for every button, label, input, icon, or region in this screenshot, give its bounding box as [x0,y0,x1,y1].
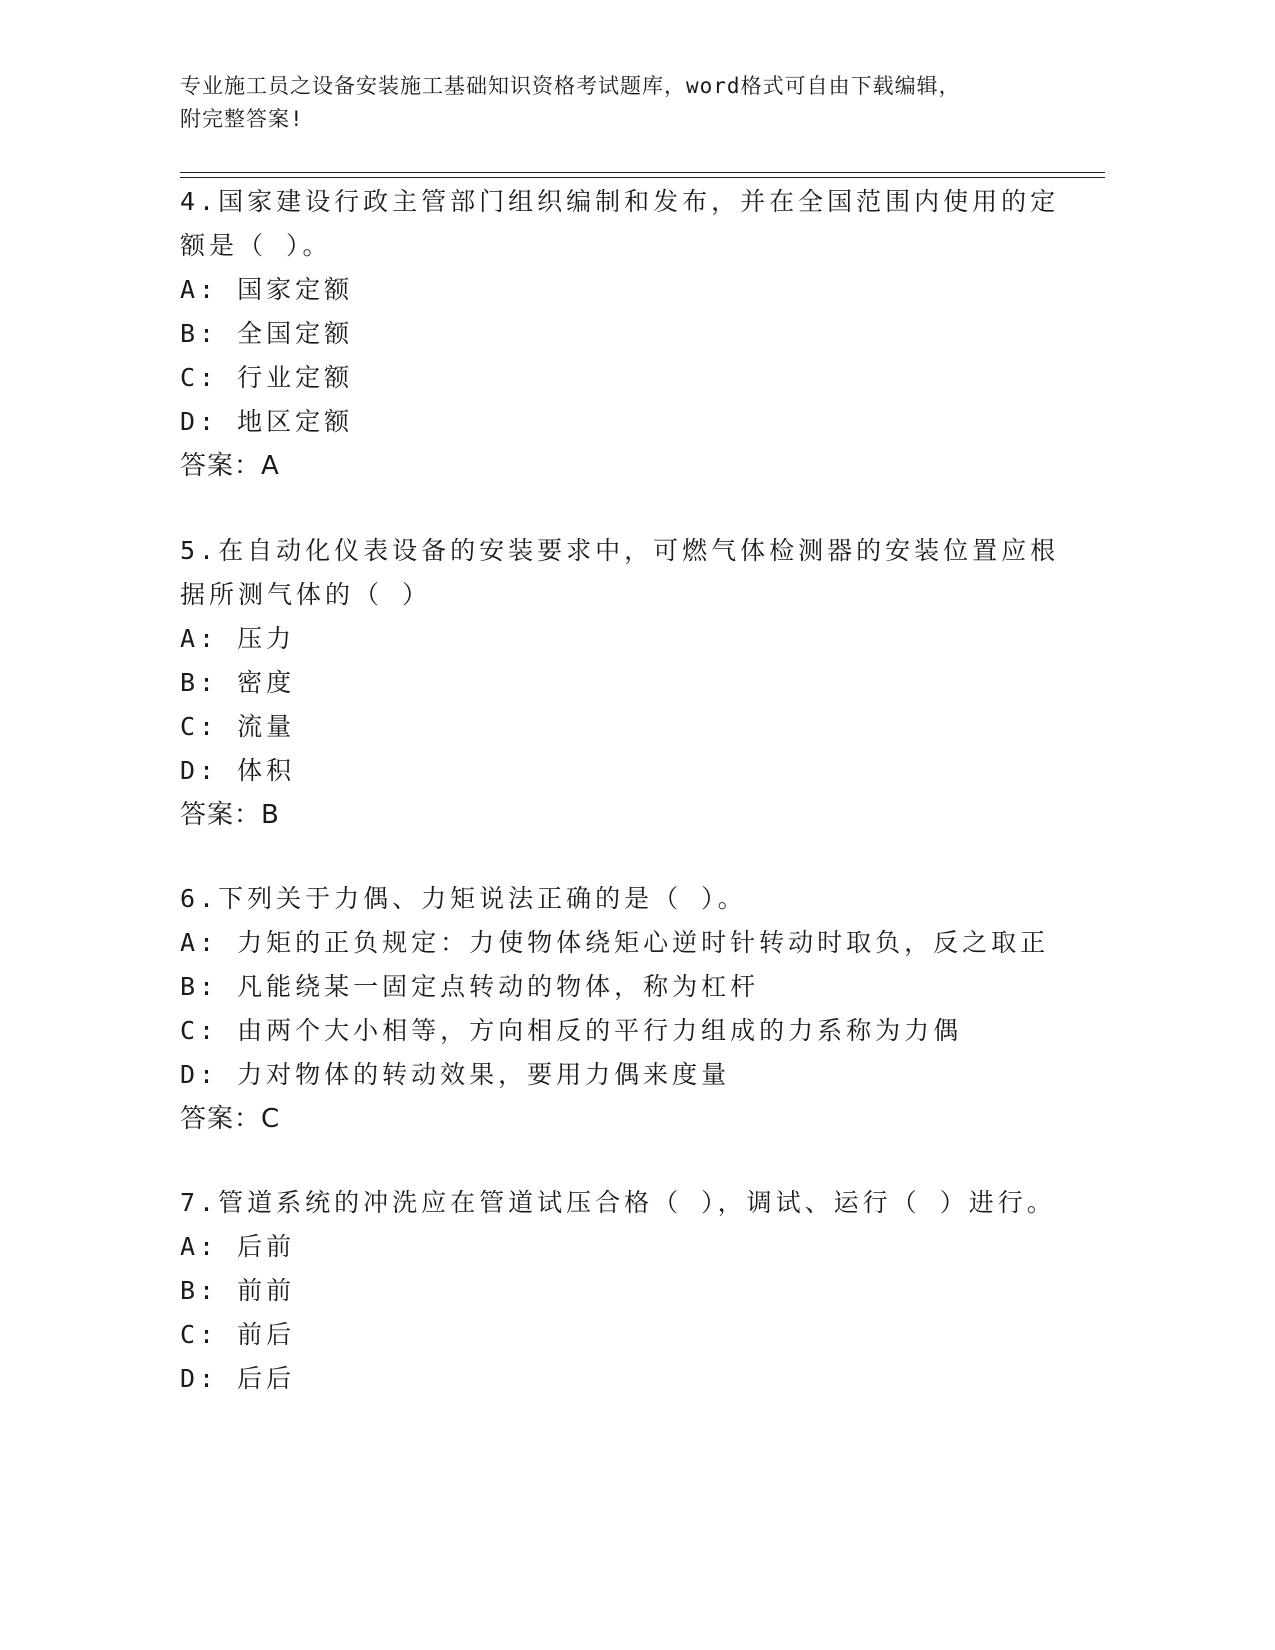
question-4 [180,180,1060,488]
option-a: A: 力矩的正负规定：力使物体绕矩心逆时针转动时取负，反之取正 [180,928,1050,957]
answer-line: 答案：B [180,800,280,830]
option-a: A: 国家定额 [180,275,354,304]
option-d: D: 体积 [180,756,296,785]
option-a: A: 后前 [180,1232,296,1261]
option-b: B: 前前 [180,1276,296,1305]
answer-line: 答案：C [180,1104,281,1134]
option-c: C: 前后 [180,1320,296,1349]
question-stem: 4.国家建设行政主管部门组织编制和发布，并在全国范围内使用的定 [180,187,1060,216]
question-stem-continued: 额是（ ）。 [180,231,332,260]
header-divider-bottom [180,177,1105,178]
question-5 [180,529,1060,837]
question-stem: 6.下列关于力偶、力矩说法正确的是（ ）。 [180,884,747,913]
question-stem: 7.管道系统的冲洗应在管道试压合格（ ），调试、运行（ ）进行。 [180,1188,1056,1217]
header-line-2: 附完整答案! [180,107,304,131]
answer-line: 答案：A [180,451,280,481]
question-stem-continued: 据所测气体的（ ） [180,580,432,609]
option-d: D: 后后 [180,1364,296,1393]
document-header [180,70,1060,136]
option-b: B: 全国定额 [180,319,354,348]
option-b: B: 凡能绕某一固定点转动的物体，称为杠杆 [180,972,760,1001]
header-divider-top [180,172,1105,173]
option-c: C: 流量 [180,712,296,741]
option-c: C: 行业定额 [180,363,354,392]
question-6 [180,877,1060,1141]
option-d: D: 地区定额 [180,407,354,436]
option-a: A: 压力 [180,624,296,653]
question-stem: 5.在自动化仪表设备的安装要求中，可燃气体检测器的安装位置应根 [180,536,1060,565]
option-c: C: 由两个大小相等，方向相反的平行力组成的力系称为力偶 [180,1016,963,1045]
question-7 [180,1181,1060,1401]
option-d: D: 力对物体的转动效果，要用力偶来度量 [180,1060,731,1089]
header-line-1: 专业施工员之设备安装施工基础知识资格考试题库，word格式可自由下载编辑， [180,74,961,98]
option-b: B: 密度 [180,668,296,697]
